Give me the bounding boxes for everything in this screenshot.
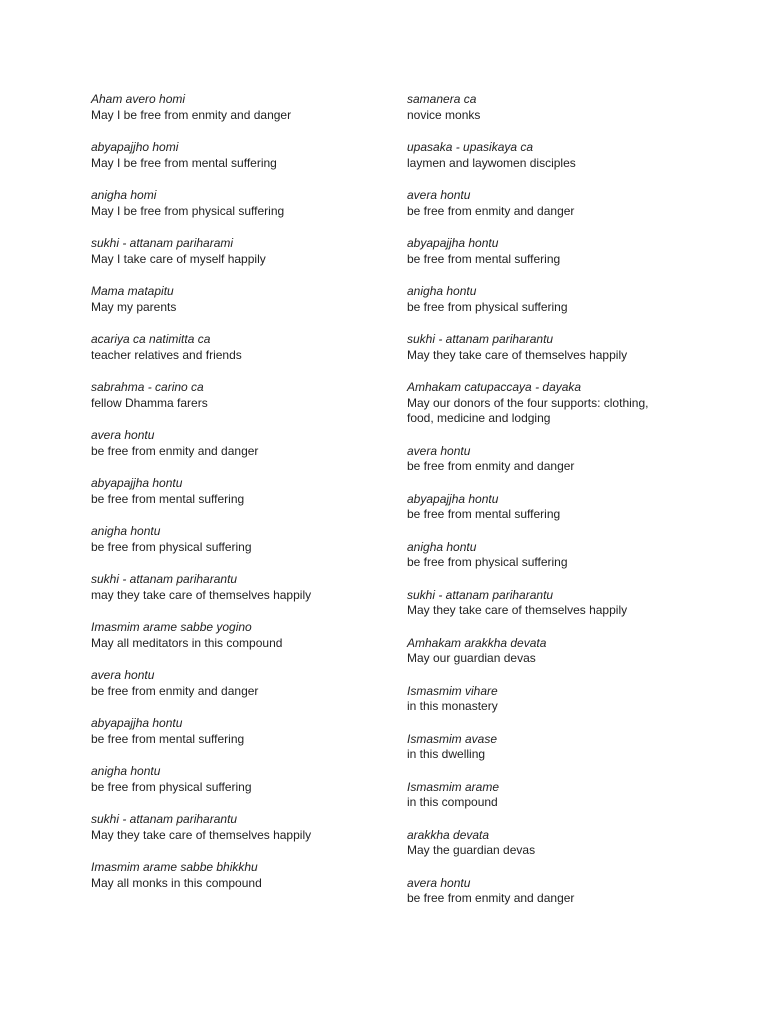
pali-line: avera hontu: [407, 443, 471, 458]
english-line: novice monks: [407, 107, 481, 122]
english-line: be free from enmity and danger: [91, 443, 259, 458]
stanza: [91, 476, 391, 507]
stanza: [407, 284, 707, 315]
stanza: [91, 92, 391, 123]
stanza: [407, 684, 707, 715]
english-line: be free from enmity and danger: [407, 891, 575, 905]
stanza: [91, 332, 391, 363]
english-line: be free from mental suffering: [91, 491, 245, 506]
stanza: [91, 764, 391, 795]
stanza: [91, 188, 391, 219]
pali-line: sukhi - attanam pariharantu: [91, 572, 238, 586]
stanza: [91, 140, 391, 171]
pali-line: anigha hontu: [91, 524, 161, 538]
english-line: May my parents: [91, 299, 177, 314]
english-line: May I be free from enmity and danger: [91, 107, 292, 122]
pali-line: abyapajjho homi: [91, 140, 179, 154]
pali-line: avera hontu: [407, 188, 471, 202]
english-line: May our donors of the four supports: clothing, food, medicine and lodging: [407, 395, 649, 425]
stanza: [407, 444, 707, 475]
english-line: be free from mental suffering: [407, 251, 561, 266]
english-line: May all meditators in this compound: [91, 635, 283, 650]
english-line: in this compound: [407, 795, 498, 809]
pali-line: avera hontu: [91, 668, 155, 682]
english-line: be free from enmity and danger: [407, 203, 575, 218]
left-column: [91, 92, 391, 908]
english-line: be free from physical suffering: [91, 539, 252, 554]
english-line: in this dwelling: [407, 747, 486, 761]
stanza: [407, 828, 707, 859]
english-line: be free from enmity and danger: [407, 459, 575, 473]
stanza: [91, 428, 391, 459]
pali-line: Amhakam catupaccaya - dayaka: [407, 380, 582, 394]
pali-line: Ismasmim arame: [407, 779, 500, 794]
pali-line: sukhi - attanam pariharantu: [91, 812, 238, 826]
stanza: [407, 588, 707, 619]
stanza: [91, 572, 391, 603]
pali-line: Ismasmim vihare: [407, 683, 498, 698]
stanza: [407, 332, 707, 363]
english-line: May our guardian devas: [407, 651, 536, 665]
pali-line: upasaka - upasikaya ca: [407, 140, 534, 154]
pali-line: anigha hontu: [407, 539, 477, 554]
english-line: be free from physical suffering: [407, 299, 568, 314]
stanza: [91, 716, 391, 747]
stanza: [407, 492, 707, 523]
stanza: [407, 780, 707, 811]
english-line: May I take care of myself happily: [91, 251, 266, 266]
english-line: May the guardian devas: [407, 843, 536, 857]
pali-line: acariya ca natimitta ca: [91, 332, 211, 346]
pali-line: abyapajjha hontu: [91, 716, 183, 730]
stanza: [407, 140, 707, 171]
stanza: [407, 236, 707, 267]
pali-line: Imasmim arame sabbe yogino: [91, 620, 252, 634]
stanza: [407, 876, 707, 907]
pali-line: abyapajjha hontu: [407, 491, 499, 506]
pali-line: sabrahma - carino ca: [91, 380, 204, 394]
english-line: be free from enmity and danger: [91, 683, 259, 698]
pali-line: anigha homi: [91, 188, 157, 202]
stanza: [407, 380, 707, 427]
stanza: [91, 380, 391, 411]
pali-line: Mama matapitu: [91, 284, 174, 298]
english-line: be free from physical suffering: [91, 779, 252, 794]
stanza: [407, 540, 707, 571]
pali-line: Imasmim arame sabbe bhikkhu: [91, 860, 258, 874]
stanza: [91, 284, 391, 315]
stanza: [407, 92, 707, 123]
pali-line: sukhi - attanam pariharantu: [407, 587, 554, 602]
english-line: May they take care of themselves happily: [91, 827, 312, 842]
english-line: be free from mental suffering: [407, 507, 561, 521]
english-line: in this monastery: [407, 699, 498, 713]
stanza: [91, 860, 391, 891]
english-line: May I be free from mental suffering: [91, 155, 277, 170]
english-line: may they take care of themselves happily: [91, 587, 312, 602]
stanza: [91, 668, 391, 699]
english-line: laymen and laywomen disciples: [407, 155, 576, 170]
stanza: [407, 636, 707, 667]
stanza: [91, 524, 391, 555]
english-line: be free from mental suffering: [91, 731, 245, 746]
stanza: [91, 620, 391, 651]
pali-line: Amhakam arakkha devata: [407, 635, 547, 650]
pali-line: avera hontu: [91, 428, 155, 442]
right-column: [407, 92, 707, 924]
pali-line: abyapajjha hontu: [407, 236, 499, 250]
stanza: [91, 236, 391, 267]
english-line: fellow Dhamma farers: [91, 395, 208, 410]
english-line: May I be free from physical suffering: [91, 203, 285, 218]
pali-line: sukhi - attanam pariharami: [91, 236, 234, 250]
pali-line: samanera ca: [407, 92, 477, 106]
english-line: May they take care of themselves happily: [407, 603, 628, 617]
english-line: May they take care of themselves happily: [407, 347, 628, 362]
stanza: [91, 812, 391, 843]
pali-line: anigha hontu: [91, 764, 161, 778]
stanza: [407, 188, 707, 219]
english-line: be free from physical suffering: [407, 555, 568, 569]
english-line: May all monks in this compound: [91, 875, 262, 890]
stanza: [407, 732, 707, 763]
pali-line: Ismasmim avase: [407, 731, 498, 746]
pali-line: abyapajjha hontu: [91, 476, 183, 490]
pali-line: Aham avero homi: [91, 92, 186, 106]
pali-line: anigha hontu: [407, 284, 477, 298]
pali-line: avera hontu: [407, 875, 471, 890]
pali-line: sukhi - attanam pariharantu: [407, 332, 554, 346]
pali-line: arakkha devata: [407, 827, 490, 842]
english-line: teacher relatives and friends: [91, 347, 242, 362]
